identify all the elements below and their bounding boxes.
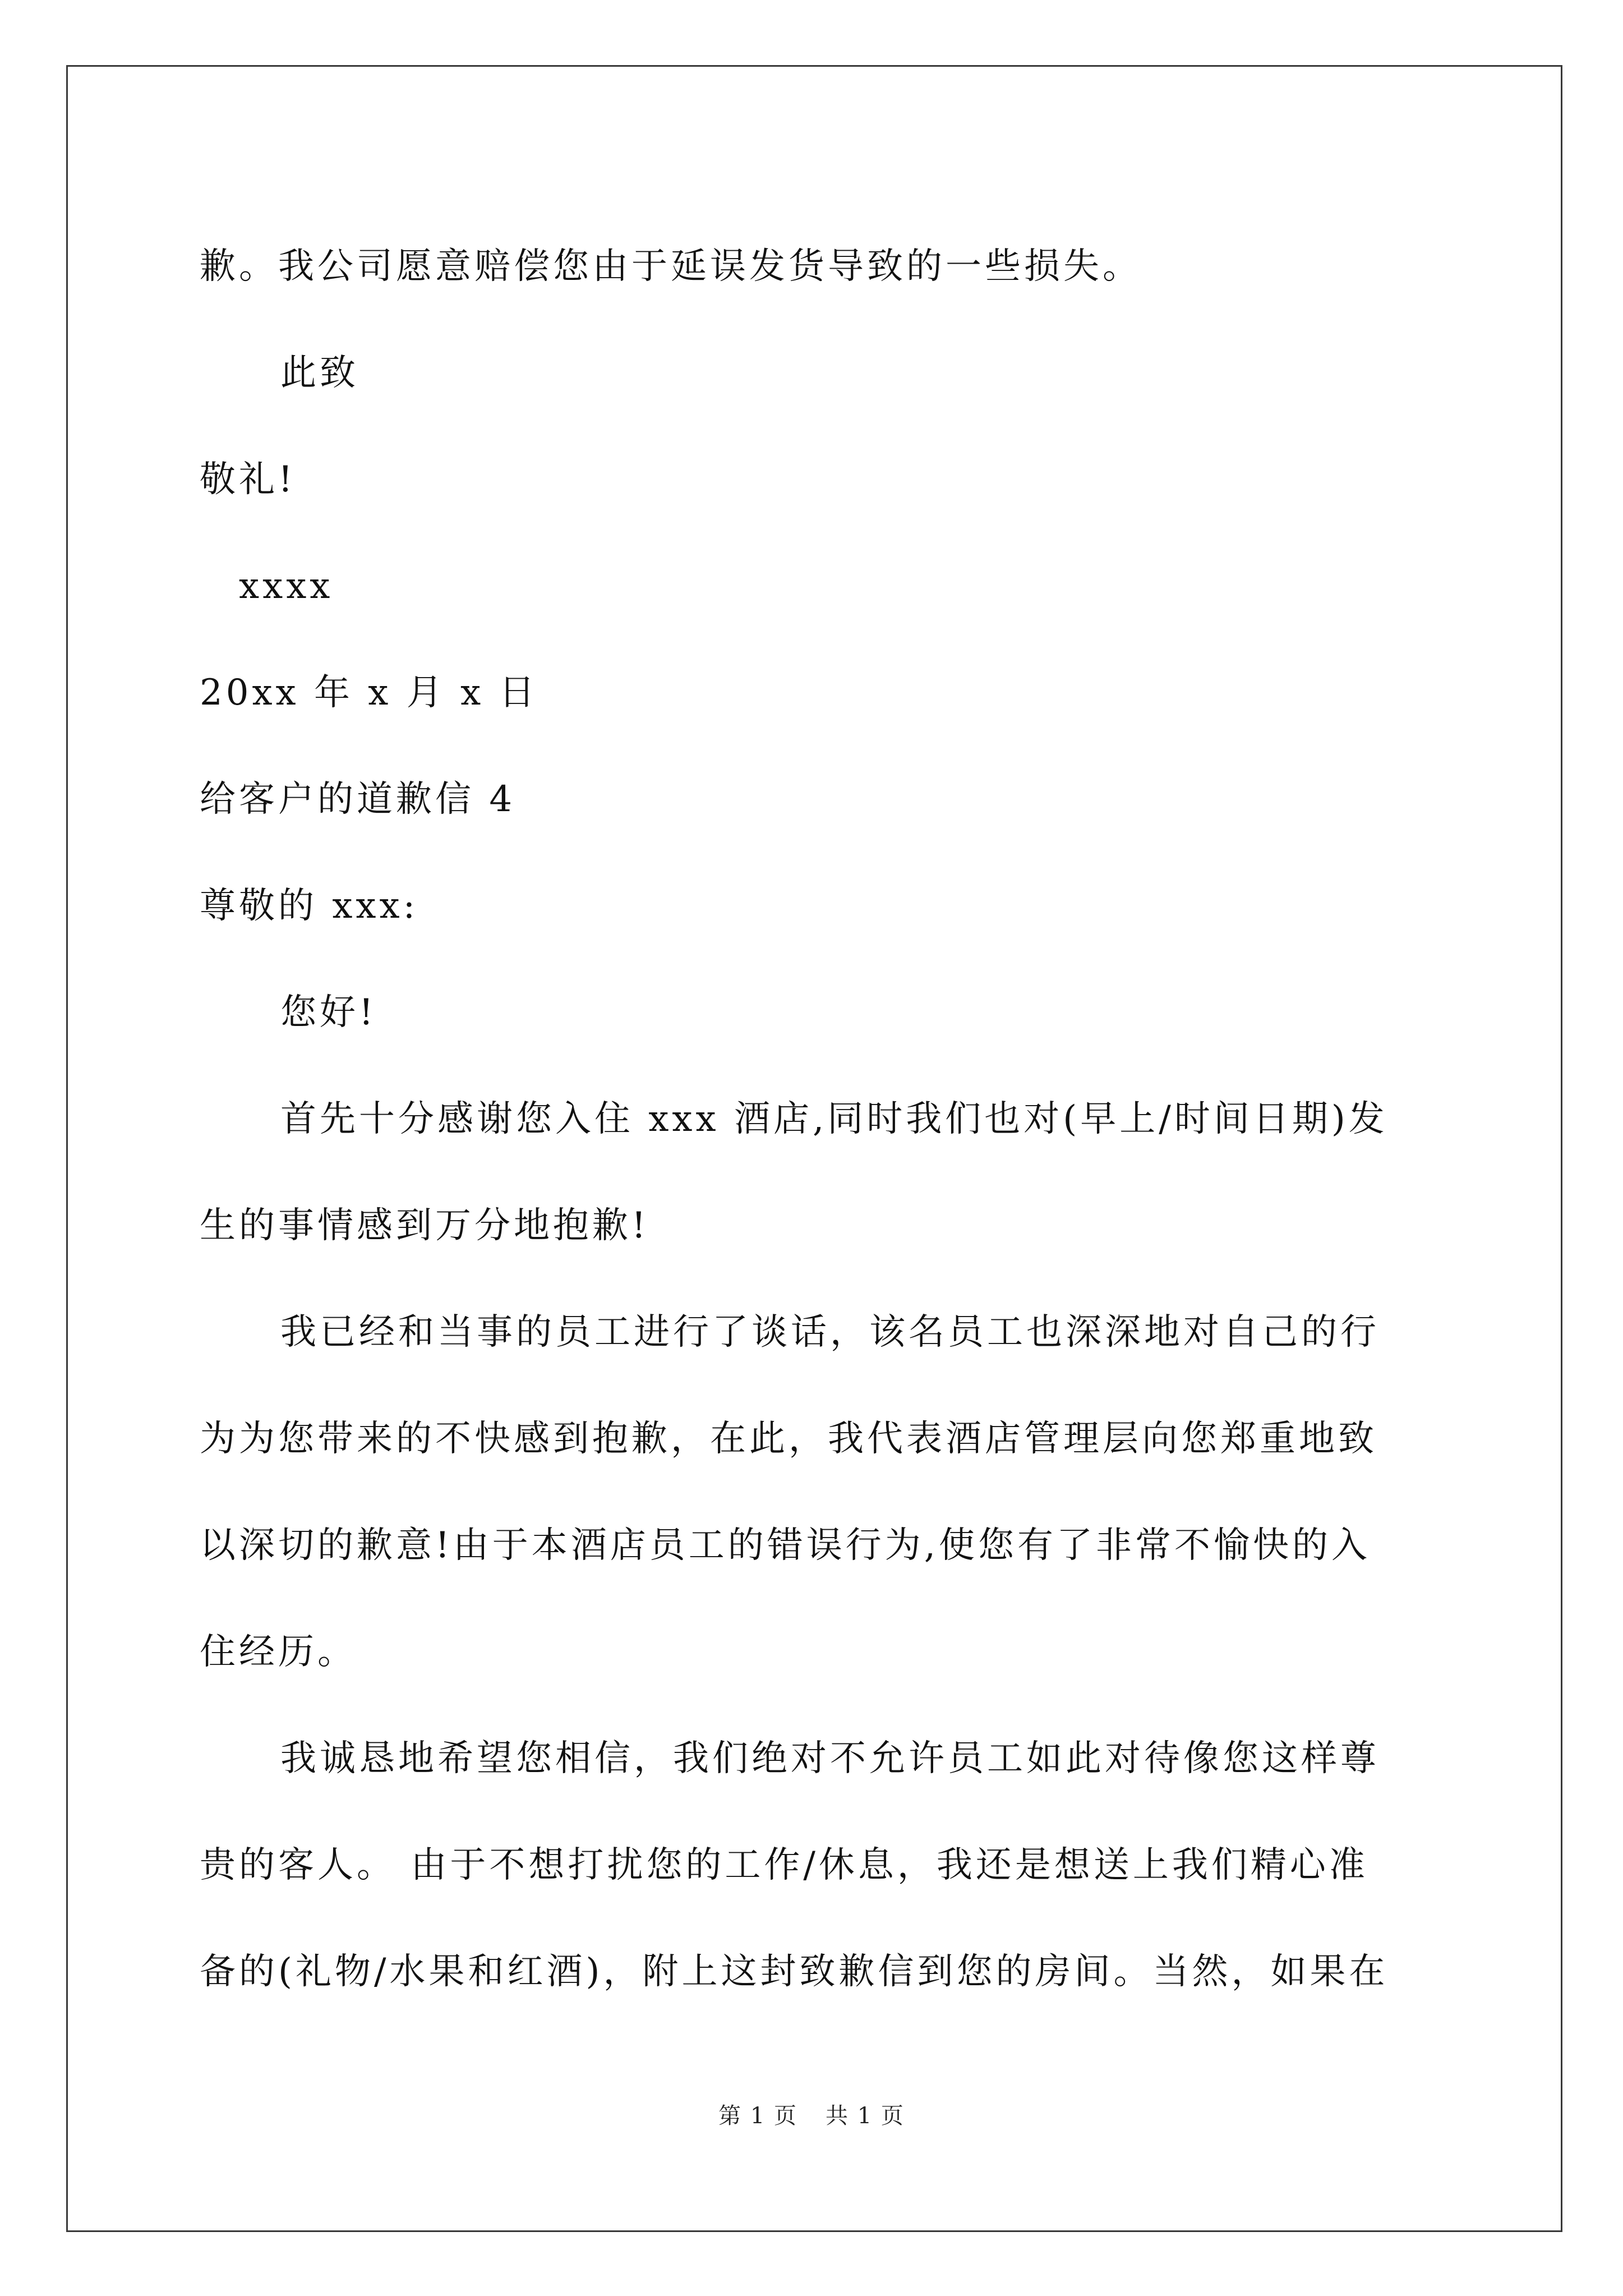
text-line: 住经历。 (200, 1631, 357, 1673)
salutation: 尊敬的 xxx: (200, 885, 419, 927)
text-line: 敬礼! (200, 459, 296, 500)
text-line: 我已经和当事的员工进行了谈话，该名员工也深深地对自己的行 (280, 1312, 1380, 1353)
text-line: 备的(礼物/水果和红酒)，附上这封致歉信到您的房间。当然，如果在 (200, 1951, 1389, 1993)
text-line: xxxx (239, 565, 334, 607)
page-total: 共 1 页 (826, 2103, 905, 2129)
page-footer (0, 2098, 1623, 2130)
text-line: 生的事情感到万分地抱歉! (200, 1205, 649, 1246)
text-line: 我诚恳地希望您相信，我们绝对不允许员工如此对待像您这样尊 (280, 1738, 1380, 1779)
page-number: 第 1 页 (718, 2103, 797, 2129)
greeting: 您好! (280, 992, 377, 1033)
letter-body (200, 213, 1422, 2025)
letter-title: 给客户的道歉信 4 (200, 779, 516, 820)
text-line: 以深切的歉意!由于本酒店员工的错误行为,使您有了非常不愉快的入 (200, 1525, 1371, 1566)
text-line: 为为您带来的不快感到抱歉，在此，我代表酒店管理层向您郑重地致 (200, 1418, 1377, 1460)
text-line: 20xx 年 x 月 x 日 (200, 672, 538, 714)
text-line: 此致 (280, 352, 359, 394)
text-line: 贵的客人。 由于不想打扰您的工作/休息，我还是想送上我们精心准 (200, 1844, 1368, 1886)
text-line: 歉。我公司愿意赔偿您由于延误发货导致的一些损失。 (200, 246, 1142, 287)
text-line: 首先十分感谢您入住 xxx 酒店,同时我们也对(早上/时间日期)发 (280, 1098, 1388, 1140)
